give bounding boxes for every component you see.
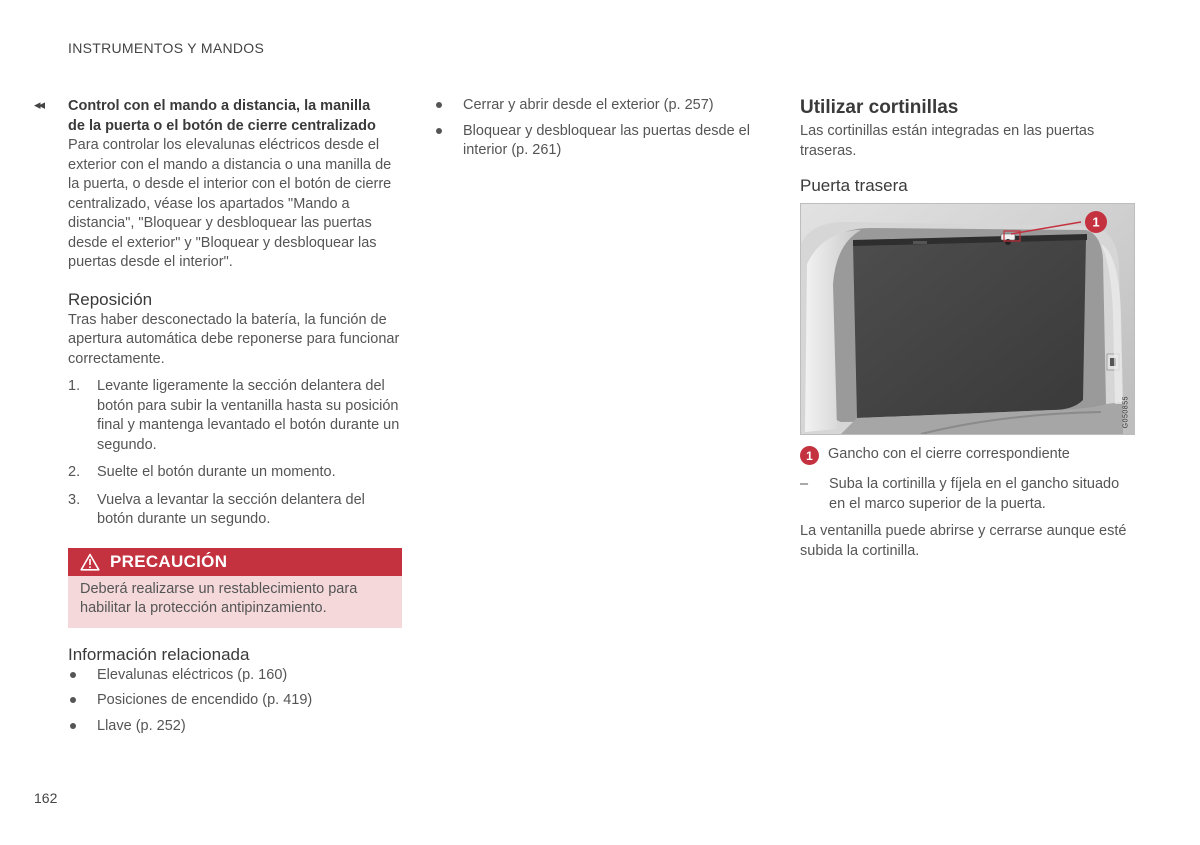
column-3 bbox=[800, 96, 1134, 561]
step-text: Suelte el botón durante un momento. bbox=[97, 464, 336, 480]
bullet-icon bbox=[70, 672, 76, 678]
continuation-icon: ◂◂ bbox=[34, 97, 44, 112]
figure-code: G050855 bbox=[1122, 396, 1129, 429]
related-list bbox=[68, 666, 402, 737]
related-link-text: Bloquear y desbloquear las puertas desde el interior (p. 261) bbox=[463, 122, 750, 158]
figure-heading: Puerta trasera bbox=[800, 176, 908, 195]
step-number: 1. bbox=[68, 378, 81, 394]
related-link-text: Posiciones de encendido (p. 419) bbox=[97, 692, 313, 708]
caution-text: Deberá realizarse un restablecimiento para habilitar la protección antipinzamiento. bbox=[68, 576, 402, 628]
intro-heading-line1: Control con el mando a distancia, la manilla bbox=[68, 98, 371, 114]
related-link-power-windows[interactable] bbox=[68, 666, 402, 686]
intro-heading bbox=[68, 96, 402, 136]
related-link-text: Cerrar y abrir desde el exterior (p. 257) bbox=[463, 97, 714, 113]
continued-related-list bbox=[434, 96, 768, 161]
bullet-icon bbox=[70, 697, 76, 703]
caution-title: PRECAUCIÓN bbox=[110, 551, 228, 571]
caution-header bbox=[68, 548, 402, 576]
callout-legend bbox=[800, 445, 1134, 465]
related-link-text: Llave (p. 252) bbox=[97, 717, 186, 734]
instruction-text: Suba la cortinilla y fíjela en el gancho situado en el marco superior de la puerta. bbox=[829, 476, 1120, 512]
rear-door-graphic bbox=[801, 204, 1134, 434]
rear-door-sunshade-illustration bbox=[800, 203, 1135, 435]
related-section bbox=[68, 644, 402, 737]
related-heading: Información relacionada bbox=[68, 644, 250, 664]
step-item bbox=[68, 491, 402, 530]
reset-section bbox=[68, 289, 402, 530]
intro-heading-line2: de la puerta o el botón de cierre centralizado bbox=[68, 118, 376, 134]
related-link-text: Elevalunas eléctricos (p. 160) bbox=[97, 666, 288, 683]
step-item bbox=[68, 463, 402, 483]
step-item bbox=[68, 377, 402, 455]
section-intro: Las cortinillas están integradas en las puertas traseras. bbox=[800, 123, 1095, 159]
instruction-step bbox=[800, 475, 1134, 514]
caution-box bbox=[68, 548, 402, 628]
step-number: 2. bbox=[68, 464, 81, 480]
related-link-lock-inside[interactable] bbox=[434, 122, 768, 161]
column-1 bbox=[34, 96, 402, 742]
step-number: 3. bbox=[68, 491, 81, 508]
related-link-lock-outside[interactable] bbox=[434, 96, 768, 116]
related-link-ignition-positions[interactable] bbox=[68, 691, 402, 711]
intro-text: Para controlar los elevalunas eléctricos desde el exterior con el mando a distancia o una manilla de la puerta, o desde el interior con el botón de cierre centralizado, véase los apartados "Mando a distancia", "Bloquear y desbloquear las puertas desde el exterior" y "Bloquear y desbloquear las puertas desde el interior". bbox=[68, 137, 392, 270]
callout-badge: 1 bbox=[800, 446, 819, 465]
callout-text: Gancho con el cierre correspondiente bbox=[828, 446, 1070, 462]
bullet-icon bbox=[70, 723, 76, 729]
figure-callout-number: 1 bbox=[1092, 214, 1100, 230]
reset-steps bbox=[68, 377, 402, 530]
page-header: INSTRUMENTOS Y MANDOS bbox=[68, 40, 265, 56]
final-note: La ventanilla puede abrirse y cerrarse aunque esté subida la cortinilla. bbox=[800, 523, 1127, 559]
section-title: Utilizar cortinillas bbox=[800, 97, 959, 118]
reset-text: Tras haber desconectado la batería, la función de apertura automática debe reponerse para funcionar correctamente. bbox=[68, 311, 400, 367]
reset-heading: Reposición bbox=[68, 289, 153, 309]
column-2 bbox=[434, 96, 768, 167]
step-text: Levante ligeramente la sección delantera del botón para subir la ventanilla hasta su posición final y mantenga levantado el botón durante un segundo. bbox=[97, 378, 400, 453]
dash-marker: – bbox=[800, 476, 809, 492]
page-number: 162 bbox=[34, 790, 58, 806]
related-link-key[interactable] bbox=[68, 717, 402, 737]
bullet-icon bbox=[436, 102, 442, 108]
step-text: Vuelva a levantar la sección delantera del botón durante un segundo. bbox=[97, 491, 365, 527]
warning-triangle-icon bbox=[80, 553, 100, 571]
bullet-icon bbox=[436, 128, 442, 134]
